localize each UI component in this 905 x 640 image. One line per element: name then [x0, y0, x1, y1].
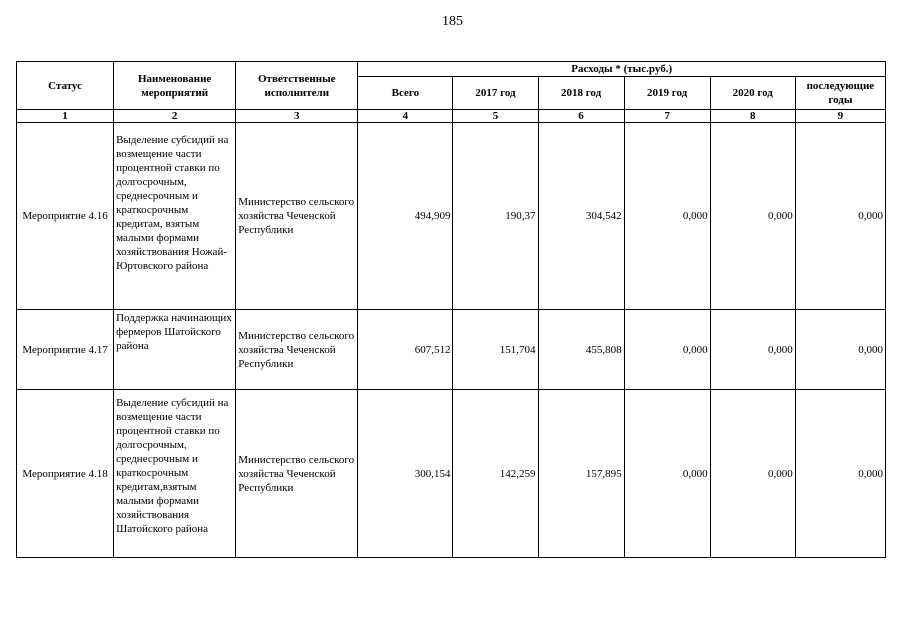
column-number: 8 [710, 110, 795, 123]
column-number: 4 [358, 110, 453, 123]
page-number: 185 [442, 14, 463, 29]
row-name: Выделение субсидий на возмещение части процентной ставки по долгосрочным, среднесрочным и краткосрочным кредитам,взятым малыми формами хозяйствования Шатойского района [114, 390, 236, 558]
row-total: 494,909 [358, 123, 453, 310]
row-status: Мероприятие 4.17 [17, 310, 114, 390]
column-number: 6 [538, 110, 624, 123]
table-row [17, 123, 886, 310]
row-executor: Министерство сельского хозяйства Чеченской Республики [236, 123, 358, 310]
row-2017: 142,259 [453, 390, 538, 558]
row-2018: 304,542 [538, 123, 624, 310]
header-2019: 2019 год [624, 77, 710, 110]
row-2020: 0,000 [710, 123, 795, 310]
header-total: Всего [358, 77, 453, 110]
row-name: Поддержка начинающих фермеров Шатойского района [114, 310, 236, 390]
column-number: 3 [236, 110, 358, 123]
column-number: 7 [624, 110, 710, 123]
table-row [17, 390, 886, 558]
row-later: 0,000 [795, 390, 885, 558]
row-status: Мероприятие 4.16 [17, 123, 114, 310]
column-number: 1 [17, 110, 114, 123]
header-executors: Ответственные исполнители [236, 62, 358, 110]
row-executor: Министерство сельского хозяйства Чеченской Республики [236, 390, 358, 558]
header-name: Наименование мероприятий [114, 62, 236, 110]
column-number: 5 [453, 110, 538, 123]
row-2017: 190,37 [453, 123, 538, 310]
header-2018: 2018 год [538, 77, 624, 110]
row-2018: 455,808 [538, 310, 624, 390]
budget-table [16, 61, 886, 558]
header-status: Статус [17, 62, 114, 110]
row-2019: 0,000 [624, 123, 710, 310]
row-2020: 0,000 [710, 390, 795, 558]
row-later: 0,000 [795, 310, 885, 390]
header-expenses: Расходы * (тыс.руб.) [358, 62, 886, 77]
table-row [17, 310, 886, 390]
row-later: 0,000 [795, 123, 885, 310]
row-total: 300,154 [358, 390, 453, 558]
row-2017: 151,704 [453, 310, 538, 390]
row-name: Выделение субсидий на возмещение части процентной ставки по долгосрочным, среднесрочным и краткосрочным кредитам, взятым малыми формами хозяйствования Ножай-Юртовского района [114, 123, 236, 310]
row-status: Мероприятие 4.18 [17, 390, 114, 558]
row-2019: 0,000 [624, 390, 710, 558]
row-2019: 0,000 [624, 310, 710, 390]
column-number: 9 [795, 110, 885, 123]
row-2018: 157,895 [538, 390, 624, 558]
row-executor: Министерство сельского хозяйства Чеченской Республики [236, 310, 358, 390]
column-number: 2 [114, 110, 236, 123]
header-2017: 2017 год [453, 77, 538, 110]
row-total: 607,512 [358, 310, 453, 390]
row-2020: 0,000 [710, 310, 795, 390]
header-later: последующие годы [795, 77, 885, 110]
header-2020: 2020 год [710, 77, 795, 110]
